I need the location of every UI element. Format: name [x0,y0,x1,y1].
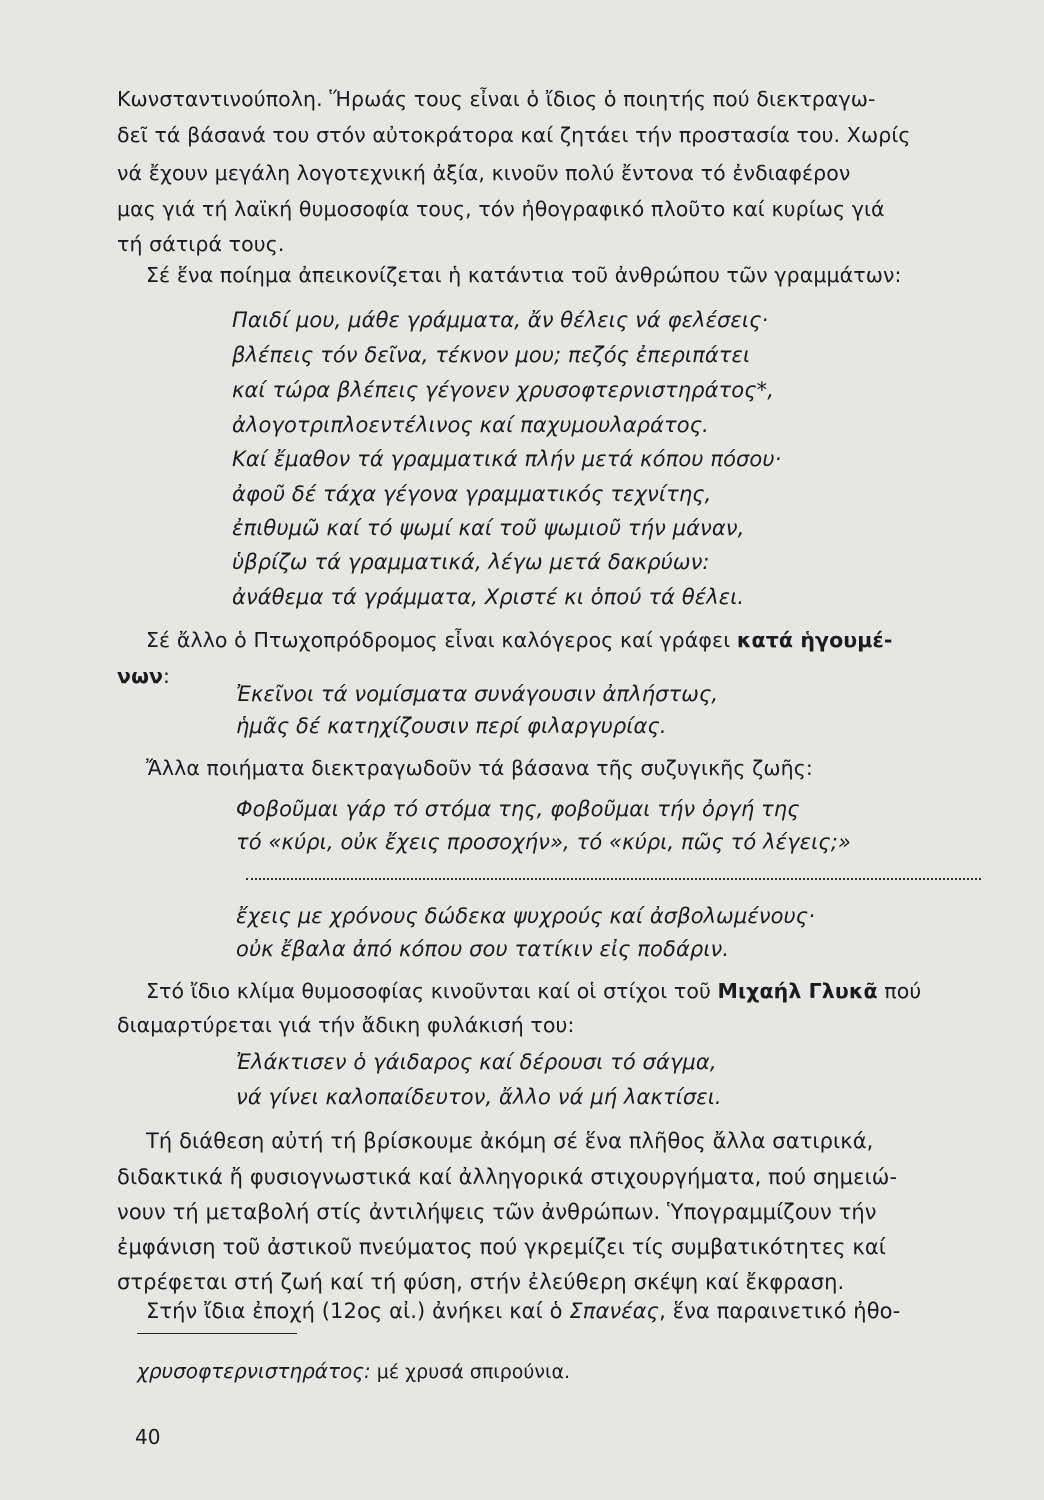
text-line [146,628,893,652]
verse-line: ἀνάθεμα τά γράμματα, Χριστέ κι ὁπού τά θέλει. [232,585,745,609]
verse-line: νά γίνει καλοπαίδευτον, ἄλλο νά μή λακτίσει. [236,1085,722,1109]
verse-line: ἡμᾶς δέ κατηχίζουσιν περί φιλαργυρίας. [236,714,667,738]
verse-line: βλέπεις τόν δεῖνα, τέκνον μου; πεζός ἐπεριπάτει [232,343,751,367]
bold-term: νων [117,664,164,688]
text-line [146,1299,900,1323]
verse-line: τό «κύρι, οὐκ ἔχεις προσοχήν», τό «κύρι, πῶς τό λέγεις;» [236,830,851,854]
verse-line: Παιδί μου, μάθε γράμματα, ἄν θέλεις νά φελέσεις· [232,308,769,332]
verse-line: Καί ἔμαθον τά γραμματικά πλήν μετά κόπου πόσου· [232,447,782,471]
verse-line: Ἐκεῖνοι τά νομίσματα συνάγουσιν ἀπλήστως, [236,682,719,706]
text-span: : [163,664,171,688]
text-line: στρέφεται στή ζωή καί τή φύση, στήν ἐλεύθερη σκέψη καί ἔκφραση. [117,1270,845,1294]
text-line: τή σάτιρά τους. [117,232,285,256]
verse-line: ἐπιθυμῶ καί τό ψωμί καί τοῦ ψωμιοῦ τήν μάναν, [232,516,745,540]
text-line [146,979,921,1003]
text-span: πού [877,979,922,1003]
verse-line: ἀφοῦ δέ τάχα γέγονα γραμματικός τεχνίτης, [232,482,712,506]
verse-line: ἔχεις με χρόνους δώδεκα ψυχρούς καί ἀσβολωμένους· [236,904,816,928]
italic-term: Σπανέας [569,1299,660,1323]
verse-line: οὐκ ἔβαλα ἀπό κόπου σου τατίκιν εἰς ποδάριν. [236,937,730,961]
text-line: Κωνσταντινούπολη. Ἥρωάς τους εἶναι ὁ ἴδιος ὁ ποιητής πού διεκτραγω- [117,87,876,111]
text-span: Στήν ἴδια ἐποχή (12ος αἰ.) ἀνήκει καί ὁ [146,1299,570,1323]
verse-line: ἀλογοτριπλοεντέλινος καί παχυμουλαράτος. [232,413,709,437]
verse-line: καί τώρα βλέπεις γέγονεν χρυσοφτερνιστηράτος*, [232,378,775,402]
text-span: Στό ἴδιο κλίμα θυμοσοφίας κινοῦνται καί οἱ στίχοι τοῦ [146,979,718,1003]
text-span: Σέ ἄλλο ὁ Πτωχοπρόδρομος εἶναι καλόγερος καί γράφει [146,628,737,652]
poem1-intro: Σέ ἕνα ποίημα ἀπεικονίζεται ἡ κατάντια τοῦ ἀνθρώπου τῶν γραμμάτων: [146,263,902,287]
bold-term: κατά ἡγουμέ- [736,628,893,652]
verse-line: ὑβρίζω τά γραμματικά, λέγω μετά δακρύων: [232,550,710,574]
text-line: νουν τή μεταβολή στίς ἀντιλήψεις τῶν ἀνθρώπων. Ὑπογραμμίζουν τήν [117,1200,877,1224]
text-line [117,664,170,688]
footnote-rule [137,1333,297,1334]
footnote-term: χρυσοφτερνιστηράτος: [137,1359,371,1383]
footnote [137,1359,570,1383]
text-line: δεῖ τά βάσανά του στόν αὐτοκράτορα καί ζητάει τήν προστασία του. Χωρίς [117,123,911,147]
text-line: ἐμφάνιση τοῦ ἀστικοῦ πνεύματος πού γκρεμίζει τίς συμβατικότητες καί [117,1235,886,1259]
page-number: 40 [135,1425,161,1449]
text-line: μας γιά τή λαϊκή θυμοσοφία τους, τόν ἠθογραφικό πλοῦτο καί κυρίως γιά [117,197,885,221]
footnote-definition: μέ χρυσά σπιρούνια. [370,1361,571,1383]
text-line: Ἄλλα ποιήματα διεκτραγωδοῦν τά βάσανα τῆς συζυγικῆς ζωῆς: [146,756,813,780]
text-span: , ἕνα παραινετικό ἠθο- [659,1299,901,1323]
omission-dots [246,872,981,880]
verse-line: Φοβοῦμαι γάρ τό στόμα της, φοβοῦμαι τήν ὀργή της [236,797,800,821]
text-line: νά ἔχουν μεγάλη λογοτεχνική ἀξία, κινοῦν πολύ ἔντονα τό ἐνδιαφέρον [117,161,851,185]
text-line: Τή διάθεση αὐτή τή βρίσκουμε ἀκόμη σέ ἕνα πλῆθος ἄλλα σατιρικά, [146,1129,874,1153]
text-line: διαμαρτύρεται γιά τήν ἄδικη φυλάκισή του: [117,1013,575,1037]
verse-line: Ἐλάκτισεν ὁ γάιδαρος καί δέρουσι τό σάγμα, [236,1050,717,1074]
text-line: διδακτικά ἤ φυσιογνωστικά καί ἀλληγορικά στιχουργήματα, πού σημειώ- [117,1165,898,1189]
bold-term: Μιχαήλ Γλυκᾶ [717,979,878,1003]
